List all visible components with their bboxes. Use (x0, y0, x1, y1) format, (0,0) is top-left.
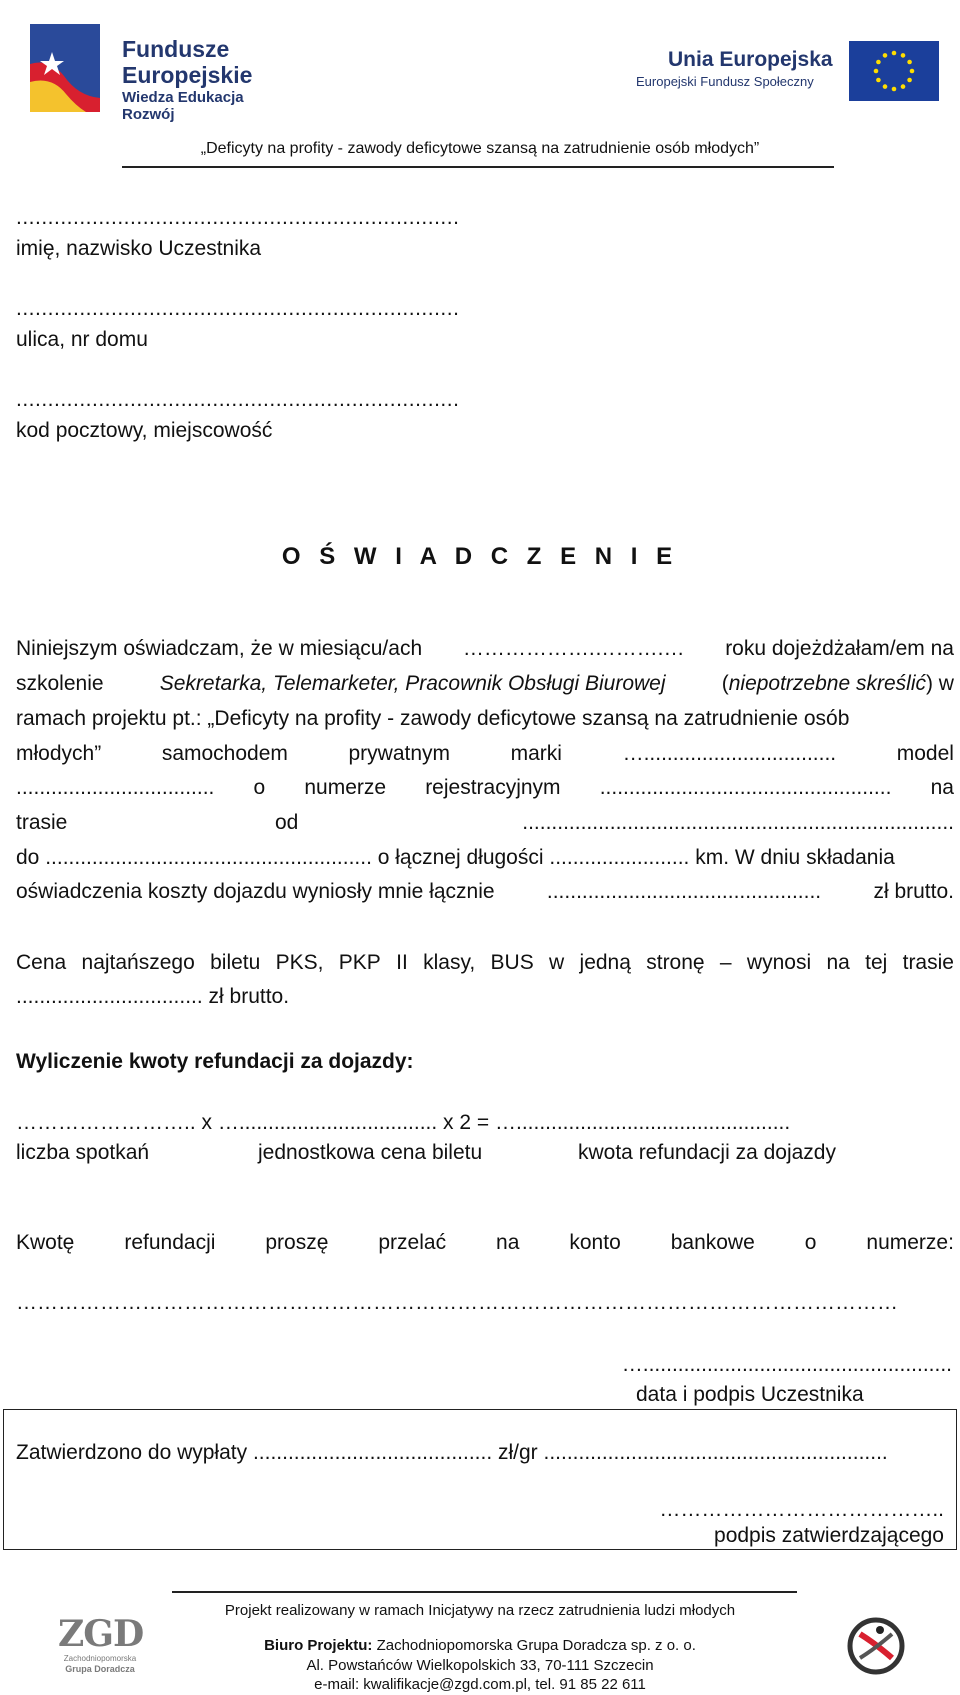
bank-dots: ……………………………………………………………………………………………………………… (16, 1291, 898, 1314)
fe-logo-line2: Europejskie (122, 62, 253, 88)
para1-line1 (16, 637, 954, 661)
name-label: imię, nazwisko Uczestnika (16, 237, 262, 260)
bank-line (16, 1231, 954, 1255)
word: Kwotę (16, 1231, 75, 1254)
word: najtańszego (81, 951, 195, 974)
word: wynosi (746, 951, 812, 974)
footer-address: Al. Powstańców Wielkopolskich 33, 70-111 Szczecin (306, 1657, 654, 1674)
word: w (549, 951, 565, 974)
signature-label: data i podpis Uczestnika (636, 1383, 864, 1406)
word: BUS (490, 951, 534, 974)
ue-logo-line1: Unia Europejska (668, 48, 833, 71)
fe-flag-icon (30, 24, 100, 112)
route-label: trasie (16, 811, 68, 834)
approval-dots: ………………………………….. (659, 1498, 944, 1521)
fe-logo-line3: Wiedza Edukacja Rozwój (122, 89, 244, 123)
word: młodych” (16, 742, 102, 765)
word: o (253, 776, 266, 799)
footer-contact: e-mail: kwalifikacje@zgd.com.pl, tel. 91 85 22 611 (314, 1676, 646, 1693)
eu-star-icon (907, 78, 912, 83)
para1-line3 (16, 707, 954, 731)
word: marki (510, 742, 562, 765)
from-dots: .......................................................................... (522, 811, 954, 834)
note-italic: niepotrzebne skreślić (728, 672, 926, 695)
word: II (396, 951, 408, 974)
eu-star-icon (874, 69, 879, 74)
word: Cena (16, 951, 67, 974)
cost-dots: ............................................... (546, 880, 822, 903)
word: jedną (579, 951, 631, 974)
para1-line7: do ........................................................ o łącznej długości ........................ km. W dniu składania (16, 846, 895, 869)
footer-office (0, 1636, 960, 1655)
zgd-logo (58, 1614, 142, 1680)
from-label: od (275, 811, 299, 834)
word: klasy, (423, 951, 476, 974)
text: ramach projektu pt.: „Deficyty na profity - zawody deficytowe szansą na zatrudnienie osób (16, 707, 850, 730)
name-dots: ...................................................................... (16, 206, 460, 229)
word: na (930, 776, 954, 799)
street-label: ulica, nr domu (16, 328, 148, 351)
header-divider (122, 166, 834, 168)
word: przelać (378, 1231, 447, 1254)
street-dots: ...................................................................... (16, 297, 460, 320)
calc-label-price: jednostkowa cena biletu (258, 1141, 483, 1164)
word: o (804, 1231, 817, 1254)
eu-star-icon (892, 87, 897, 92)
course-names: Sekretarka, Telemarketer, Pracownik Obsługi Biurowej (159, 672, 666, 695)
word: numerze: (866, 1231, 954, 1254)
para2-line1 (16, 951, 954, 975)
page-title: O Ś W I A D C Z E N I E (281, 543, 679, 570)
word: konto (569, 1231, 621, 1254)
text: szkolenie (16, 672, 104, 695)
footer-line1: Projekt realizowany w ramach Inicjatywy na rzecz zatrudnienia ludzi młodych (224, 1602, 736, 1619)
zgd-logo-small2: Grupa Doradcza (65, 1664, 135, 1674)
word: – (719, 951, 732, 974)
months-dots: ……………….……….… (462, 637, 685, 660)
eu-flag-icon (849, 41, 939, 101)
fundusze-europejskie-logo (22, 0, 292, 135)
word: bankowe (670, 1231, 755, 1254)
para2-line2: ................................ zł brutto. (16, 985, 290, 1008)
calc-label-meetings: liczba spotkań (16, 1141, 150, 1164)
office-label: Biuro Projektu: (264, 1637, 373, 1654)
calc-formula: …………………….. x ….................................. x 2 = …............................................... (16, 1111, 791, 1134)
zgd-logo-big: ZGD (58, 1613, 144, 1655)
word: PKS, (275, 951, 324, 974)
word: tej (865, 951, 888, 974)
fe-logo-line1: Fundusze (122, 36, 230, 62)
word: na (826, 951, 850, 974)
text: zł brutto. (873, 880, 954, 903)
para1-line5 (16, 776, 954, 800)
word: .................................................. (599, 776, 892, 799)
ue-logo-line2: Europejski Fundusz Społeczny (636, 74, 814, 89)
eu-star-icon (876, 60, 881, 65)
para1-line4 (16, 742, 954, 766)
calc-heading: Wyliczenie kwoty refundacji za dojazdy: (16, 1050, 414, 1073)
para1-line2 (16, 672, 954, 696)
eu-star-icon (883, 84, 888, 89)
word: refundacji (124, 1231, 216, 1254)
eu-star-icon (892, 51, 897, 56)
text: roku dojeżdżałam/em na (725, 637, 954, 660)
approval-label: podpis zatwierdzającego (714, 1524, 944, 1547)
eu-star-icon (910, 69, 915, 74)
eu-star-icon (883, 53, 888, 58)
paren-open: ( (721, 672, 729, 695)
word: proszę (265, 1231, 329, 1254)
para1-line6 (16, 811, 954, 835)
word: …................................. (622, 742, 837, 765)
postal-dots: ...................................................................... (16, 388, 460, 411)
word: rejestracyjnym (425, 776, 561, 799)
approval-line: Zatwierdzono do wypłaty ......................................... zł/gr ........................................................... (16, 1441, 888, 1464)
footer-divider (172, 1591, 797, 1593)
word: model (896, 742, 954, 765)
postal-label: kod pocztowy, miejscowość (16, 419, 273, 442)
word: PKP (338, 951, 381, 974)
office-name: Zachodniopomorska Grupa Doradcza sp. z o. o. (376, 1637, 696, 1654)
word: numerze (304, 776, 387, 799)
word: biletu (210, 951, 261, 974)
text: oświadczenia koszty dojazdu wyniosły mnie łącznie (16, 880, 495, 903)
eu-star-icon (901, 84, 906, 89)
eu-star-icon (876, 78, 881, 83)
word: stronę (646, 951, 705, 974)
eu-star-icon (901, 53, 906, 58)
word: .................................. (16, 776, 215, 799)
word: samochodem (161, 742, 288, 765)
paren-close: ) w (925, 672, 954, 695)
zgd-logo-small1: Zachodniopomorska (63, 1654, 137, 1663)
word: prywatnym (348, 742, 451, 765)
note (722, 672, 954, 696)
word: na (496, 1231, 520, 1254)
para1-line8 (16, 880, 954, 904)
calc-label-refund: kwota refundacji za dojazdy (578, 1141, 836, 1164)
projects-emblem-icon (846, 1614, 906, 1678)
text: Niniejszym oświadczam, że w miesiącu/ach (16, 637, 423, 660)
project-quote: „Deficyty na profity - zawody deficytowe szansą na zatrudnienie osób młodych” (200, 140, 760, 157)
eu-star-icon (907, 60, 912, 65)
signature-dots: …..................................................... (621, 1353, 952, 1376)
word: trasie (902, 951, 954, 974)
